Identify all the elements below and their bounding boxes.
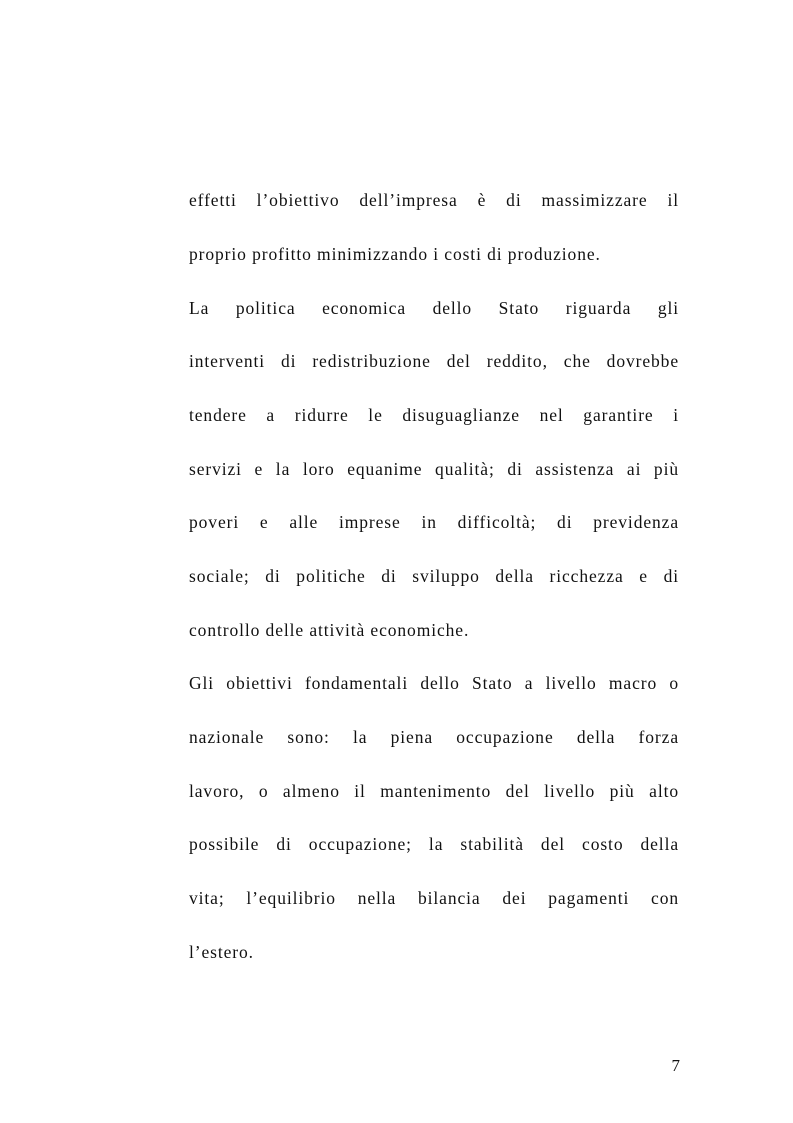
- text-line: sociale; di politiche di sviluppo della ricchezza e di: [189, 566, 679, 586]
- page-number: 7: [671, 1056, 680, 1075]
- text-line: tendere a ridurre le disuguaglianze nel garantire i: [189, 405, 679, 425]
- text-line: effetti l’obiettivo dell’impresa è di massimizzare il: [189, 190, 679, 210]
- text-line: nazionale sono: la piena occupazione della forza: [189, 727, 679, 747]
- text-line: vita; l’equilibrio nella bilancia dei pagamenti con: [189, 888, 679, 908]
- text-line: lavoro, o almeno il mantenimento del livello più alto: [189, 781, 679, 801]
- text-line: La politica economica dello Stato riguarda gli: [189, 298, 679, 318]
- text-line: poveri e alle imprese in difficoltà; di previdenza: [189, 512, 679, 532]
- text-line: Gli obiettivi fondamentali dello Stato a livello macro o: [189, 673, 679, 693]
- text-line: interventi di redistribuzione del reddito, che dovrebbe: [189, 351, 679, 371]
- text-line: proprio profitto minimizzando i costi di produzione.: [189, 244, 601, 264]
- text-line: possibile di occupazione; la stabilità del costo della: [189, 834, 679, 854]
- text-line: l’estero.: [189, 942, 254, 962]
- text-line: servizi e la loro equanime qualità; di assistenza ai più: [189, 459, 679, 479]
- text-line: controllo delle attività economiche.: [189, 620, 470, 640]
